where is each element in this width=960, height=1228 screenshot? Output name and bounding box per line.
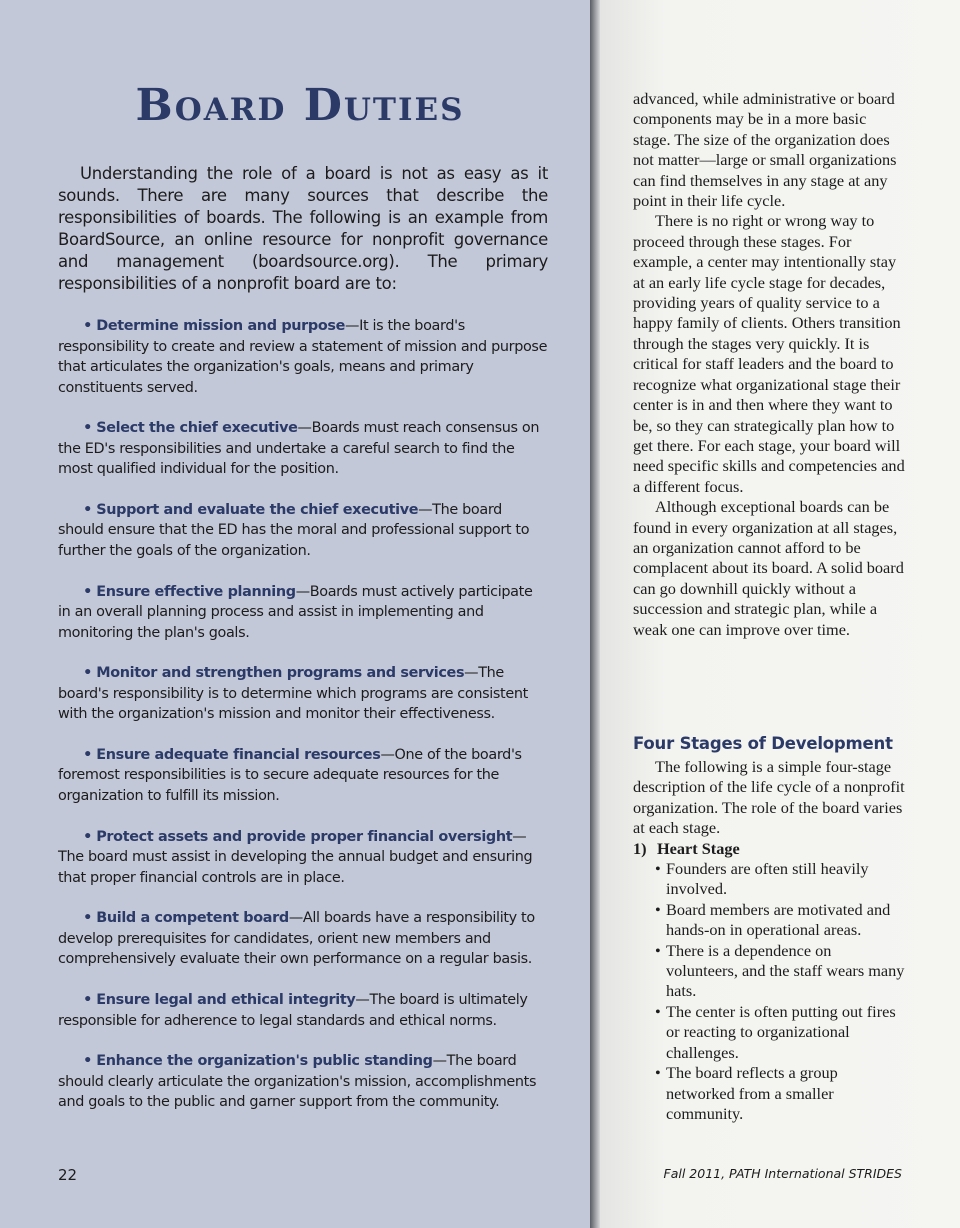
duty-term: Monitor and strengthen programs and services <box>96 665 465 682</box>
page-title: Board Duties <box>135 80 465 131</box>
stage-number: 1) <box>633 838 647 858</box>
list-item-text: Board members are motivated and hands-on in operational areas. <box>666 899 891 940</box>
bullet-icon: • <box>655 940 661 960</box>
duty-item <box>58 990 548 1031</box>
duty-term: Ensure effective planning <box>96 583 296 600</box>
duty-text: —The board should clearly articulate the organization's mission, accomplishments and goals to the public and garner support from the community. <box>58 1053 537 1111</box>
body-paragraph: There is no right or wrong way to proceed through these stages. For example, a center may intentionally stay at an early life cycle stage for decades, providing years of quality service to a happy family of clients. Others transition through the stages very quickly. It is critical for staff leaders and the board to recognize what organizational stage their center is in and then where they want to be, so they can strategically plan how to get there. For each stage, your board will need specific skills and competencies and a different focus. <box>633 211 905 496</box>
duty-term: Ensure legal and ethical integrity <box>96 992 356 1008</box>
stage-title: Heart Stage <box>657 838 740 858</box>
bullet-icon: • <box>83 992 92 1008</box>
duties-list <box>58 316 548 1133</box>
duty-text: —The board is ultimately responsible for adherence to legal standards and ethical norms. <box>58 992 528 1029</box>
body-paragraph: Although exceptional boards can be found in every organization at all stages, an organization cannot afford to be complacent about its board. A solid board can go downhill quickly without a succession and strategic plan, while a weak one can improve over time. <box>633 497 904 639</box>
stages-section <box>633 757 905 1124</box>
bullet-icon: • <box>83 420 92 437</box>
stage-heading <box>633 839 905 859</box>
list-item <box>655 900 905 941</box>
intro-paragraph: Understanding the role of a board is not as easy as it sounds. There are many sources that describe the responsibilities of boards. The following is an example from BoardSource, an online resource for nonprofit governance and management (boardsource.org). The primary responsibilities of a nonprofit board are to: <box>58 164 548 293</box>
duty-item <box>58 500 548 562</box>
list-item <box>655 859 905 900</box>
bullet-icon: • <box>83 1053 92 1070</box>
list-item-text: The board reflects a group networked from a smaller community. <box>666 1063 838 1123</box>
list-item <box>655 1002 905 1063</box>
bullet-icon: • <box>83 828 92 845</box>
duty-term: Support and evaluate the chief executive <box>96 501 419 518</box>
duty-item <box>58 1051 548 1113</box>
duty-item <box>58 418 548 480</box>
stage-list <box>633 859 905 1124</box>
duty-text: —The board's responsibility is to determine which programs are consistent with the organization's mission and monitor their effectiveness. <box>58 665 528 723</box>
duty-term: Enhance the organization's public standing <box>96 1053 433 1070</box>
body-paragraph: advanced, while administrative or board components may be in a more basic stage. The size of the organization does not matter—large or small organizations can find themselves in any stage at any point in their life cycle. <box>633 89 897 211</box>
duty-item <box>58 663 548 725</box>
list-item <box>655 941 905 1002</box>
section-heading: Four Stages of Development <box>633 734 893 753</box>
duty-text: —Boards must actively participate in an overall planning process and assist in implementing and monitoring the plan's goals. <box>58 583 533 641</box>
bullet-icon: • <box>83 746 92 763</box>
duty-item <box>58 316 548 398</box>
list-item-text: There is a dependence on volunteers, and the staff wears many hats. <box>666 940 905 1001</box>
list-item <box>655 1063 905 1124</box>
duty-text: —It is the board's responsibility to create and review a statement of mission and purpose that articulates the organization's goals, means and primary constituents served. <box>58 318 548 396</box>
duty-text: —One of the board's foremost responsibilities is to secure adequate resources for the organization to fulfill its mission. <box>58 746 522 804</box>
bullet-icon: • <box>655 1063 661 1083</box>
duty-term: Ensure adequate financial resources <box>96 746 381 763</box>
bullet-icon: • <box>83 318 92 334</box>
duty-item <box>58 908 548 970</box>
bullet-icon: • <box>83 501 92 518</box>
duty-item <box>58 827 548 889</box>
duty-text: —Boards must reach consensus on the ED's responsibilities and undertake a careful search to find the most qualified individual for the position. <box>58 420 540 478</box>
right-column-text <box>633 89 905 640</box>
page-gutter <box>590 0 600 1228</box>
duty-term: Build a competent board <box>96 910 289 927</box>
duty-term: Determine mission and purpose <box>96 318 346 334</box>
section-intro: The following is a simple four-stage description of the life cycle of a nonprofit organization. The role of the board varies at each stage. <box>633 757 905 838</box>
page-number: 22 <box>58 1166 78 1184</box>
list-item-text: The center is often putting out fires or reacting to organizational challenges. <box>666 1001 896 1062</box>
duty-term: Protect assets and provide proper financial oversight <box>96 828 513 845</box>
duty-item <box>58 582 548 644</box>
bullet-icon: • <box>655 899 661 919</box>
bullet-icon: • <box>83 665 92 682</box>
duty-term: Select the chief executive <box>96 420 298 437</box>
bullet-icon: • <box>655 859 661 879</box>
duty-text: —All boards have a responsibility to develop prerequisites for candidates, orient new members and comprehensively evaluate their own performance on a regular basis. <box>58 910 535 968</box>
bullet-icon: • <box>83 910 92 927</box>
bullet-icon: • <box>655 1001 661 1021</box>
duty-text: —The board must assist in developing the annual budget and ensuring that proper financial controls are in place. <box>58 828 533 886</box>
bullet-icon: • <box>83 583 92 600</box>
duty-item <box>58 745 548 807</box>
footer-credit: Fall 2011, PATH International STRIDES <box>663 1166 902 1181</box>
list-item-text: Founders are often still heavily involved. <box>666 859 869 899</box>
duty-text: —The board should ensure that the ED has the moral and professional support to further the goals of the organization. <box>58 501 530 559</box>
